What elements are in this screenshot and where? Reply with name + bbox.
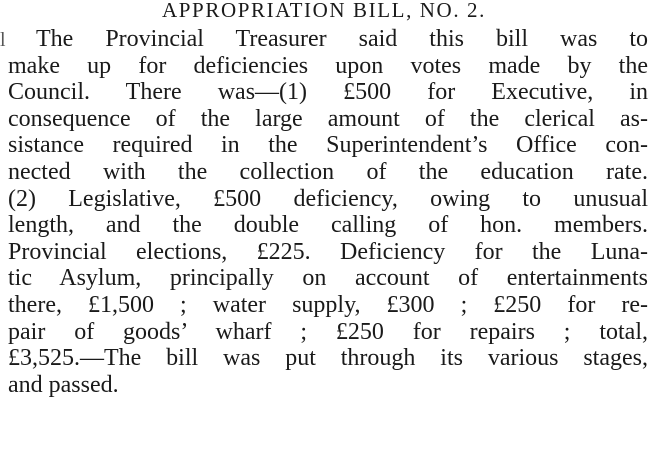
article-line: sistance required in the Superintendent’s Office con- [8,132,648,159]
article-line: tic Asylum, principally on account of entertainments [8,265,648,292]
article-line: make up for deficiencies upon votes made by the [8,52,648,79]
article-line: (2) Legislative, £500 deficiency, owing to unusual [8,185,648,212]
article-line: Provincial elections, £225. Deficiency for the Luna- [8,238,648,265]
article-body [8,26,648,398]
article-line: pair of goods’ wharf ; £250 for repairs ; total, [8,318,648,345]
article-line: £3,525.—The bill was put through its various stages, [8,345,648,372]
article-line: consequence of the large amount of the clerical as- [8,105,648,132]
article-line: there, £1,500 ; water supply, £300 ; £250 for re- [8,291,648,318]
article-line: The Provincial Treasurer said this bill was to [36,26,648,52]
article-line: and passed. [8,371,119,398]
article-line: length, and the double calling of hon. members. [8,212,648,239]
cropped-edge-mark: l [0,29,6,51]
article-line: Council. There was—(1) £500 for Executive, in [8,79,648,106]
article-heading: APPROPRIATION BILL, NO. 2. [162,0,486,22]
article-line: nected with the collection of the education rate. [8,158,648,185]
